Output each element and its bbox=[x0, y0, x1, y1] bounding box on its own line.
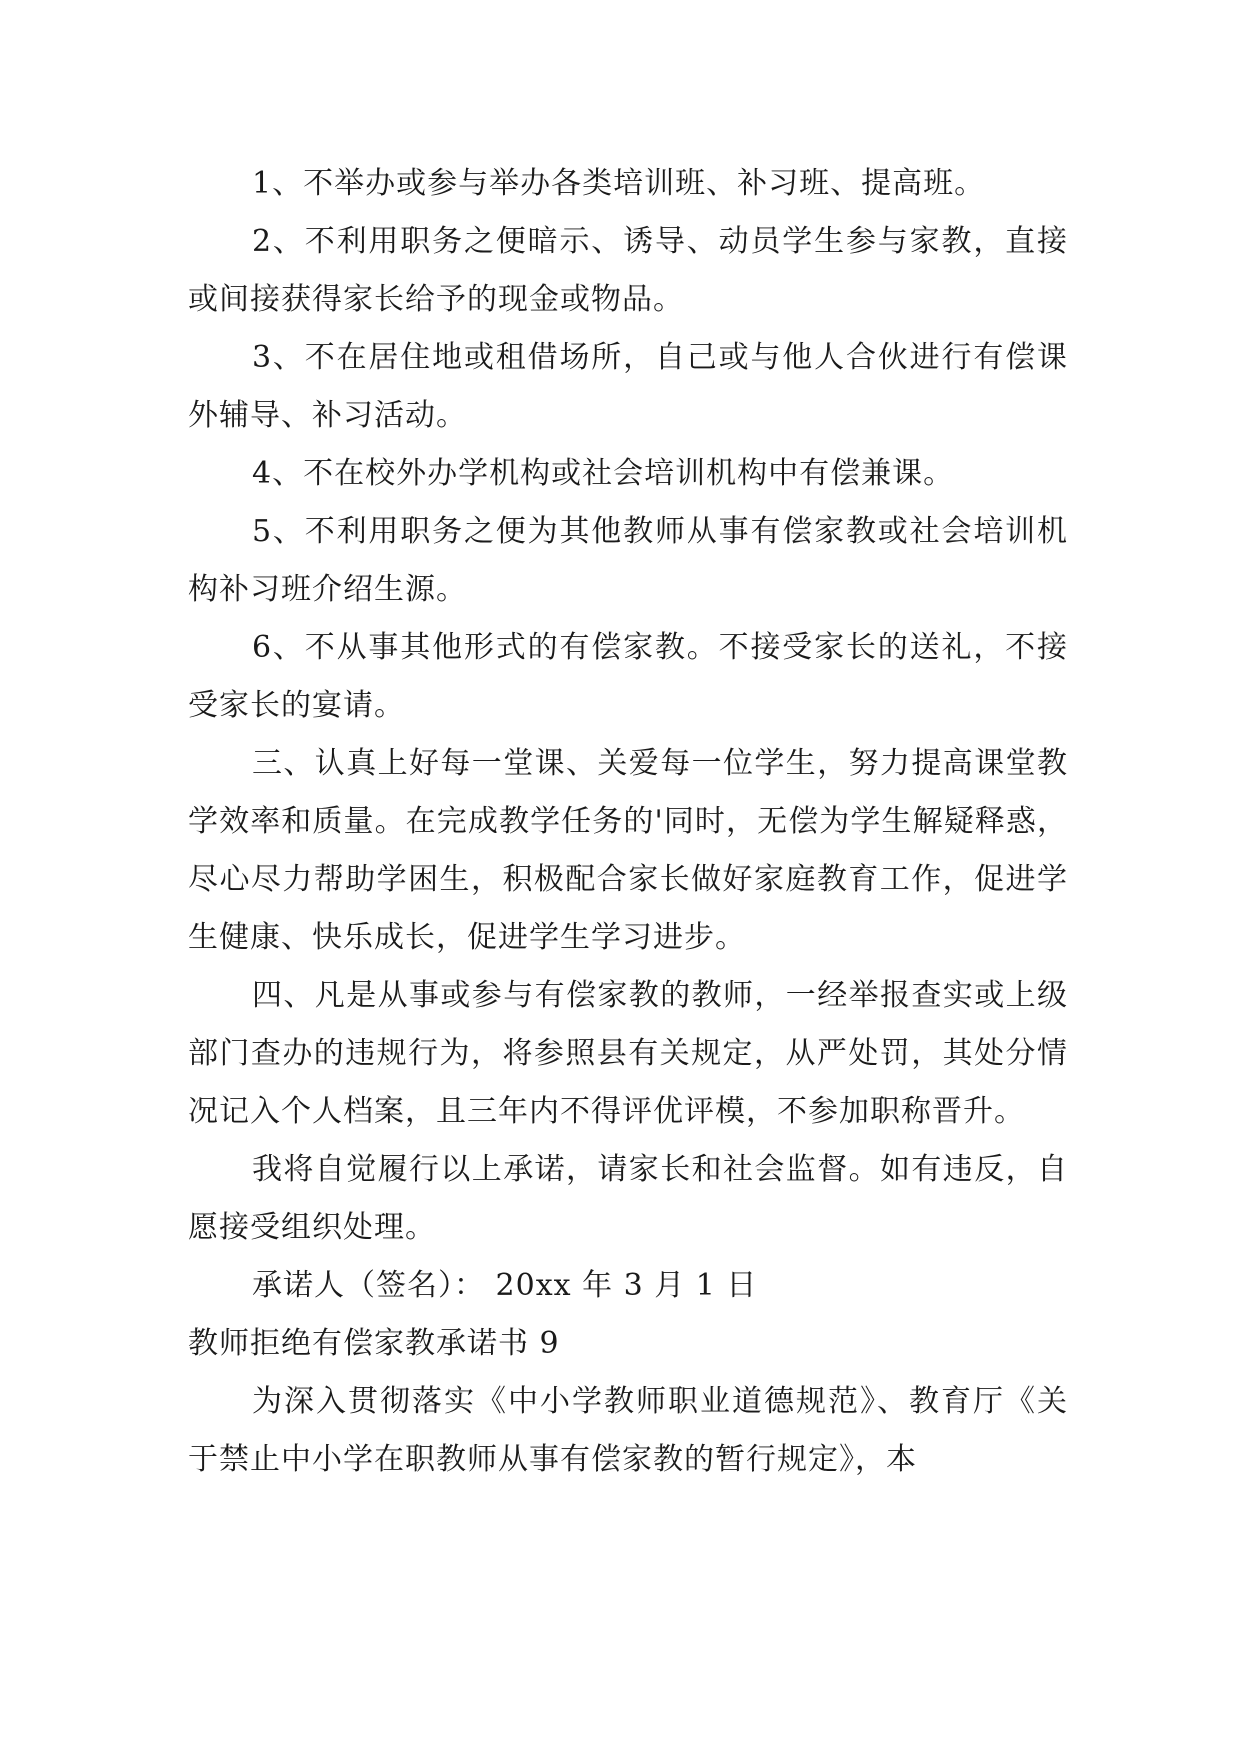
paragraph-item-5: 5、不利用职务之便为其他教师从事有偿家教或社会培训机构补习班介绍生源。 bbox=[188, 514, 1068, 607]
paragraph-pledge: 我将自觉履行以上承诺，请家长和社会监督。如有违反，自愿接受组织处理。 bbox=[188, 1152, 1068, 1245]
paragraph-item-4: 4、不在校外办学机构或社会培训机构中有偿兼课。 bbox=[252, 456, 955, 491]
paragraph-item-6: 6、不从事其他形式的有偿家教。不接受家长的送礼，不接受家长的宴请。 bbox=[188, 630, 1068, 723]
paragraph-intro: 为深入贯彻落实《中小学教师职业道德规范》、教育厅《关于禁止中小学在职教师从事有偿家教的暂行规定》，本 bbox=[188, 1384, 1068, 1477]
paragraph-item-1: 1、不举办或参与举办各类培训班、补习班、提高班。 bbox=[252, 166, 986, 201]
document-body bbox=[188, 155, 1068, 1489]
paragraph-section-3: 三、认真上好每一堂课、关爱每一位学生，努力提高课堂教学效率和质量。在完成教学任务的'同时，无偿为学生解疑释惑，尽心尽力帮助学困生，积极配合家长做好家庭教育工作，促进学生健康、快乐成长，促进学生学习进步。 bbox=[188, 746, 1068, 955]
paragraph-item-3: 3、不在居住地或租借场所，自己或与他人合伙进行有偿课外辅导、补习活动。 bbox=[188, 340, 1068, 433]
signature-line: 承诺人（签名）： 20xx 年 3 月 1 日 bbox=[252, 1268, 758, 1303]
paragraph-section-4: 四、凡是从事或参与有偿家教的教师，一经举报查实或上级部门查办的违规行为，将参照县有关规定，从严处罚，其处分情况记入个人档案，且三年内不得评优评模，不参加职称晋升。 bbox=[188, 978, 1068, 1129]
paragraph-item-2: 2、不利用职务之便暗示、诱导、动员学生参与家教，直接或间接获得家长给予的现金或物品。 bbox=[188, 224, 1068, 317]
section-title: 教师拒绝有偿家教承诺书 9 bbox=[188, 1326, 560, 1361]
